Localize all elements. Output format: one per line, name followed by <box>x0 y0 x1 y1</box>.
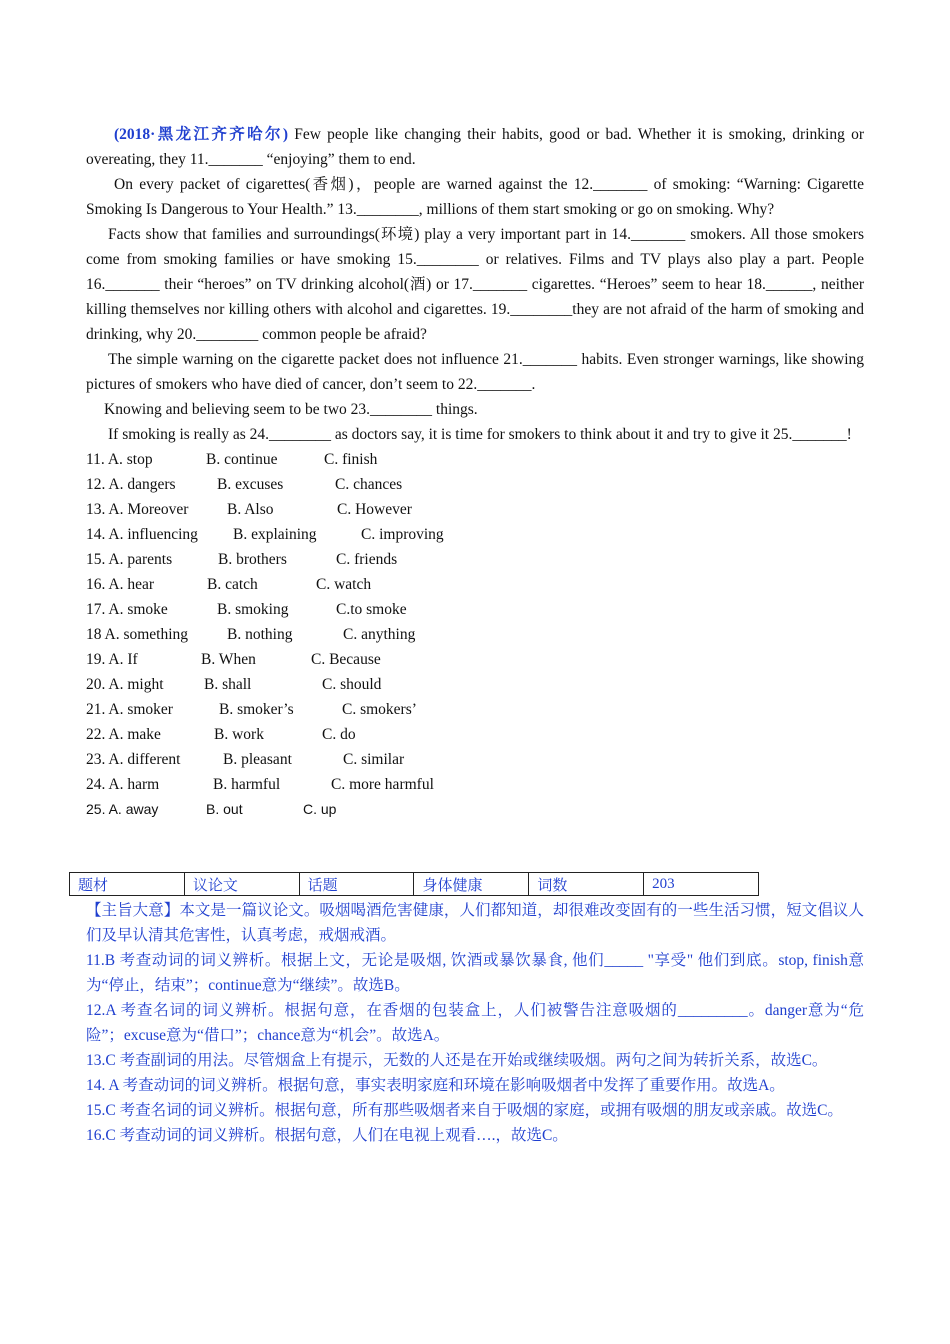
option-b: B. When <box>201 651 256 668</box>
answer-13: 13.C 考查副词的用法。尽管烟盒上有提示，无数的人还是在开始或继续吸烟。两句之间为转折关系，故选C。 <box>86 1052 828 1069</box>
passage-info-table <box>69 872 759 896</box>
option-row-13 <box>86 497 864 522</box>
passage-paragraph-6: If smoking is really as 24.________ as doctors say, it is time for smokers to think about it and try to give it 25._______! <box>108 426 852 443</box>
source-label: (2018·黑龙江齐齐哈尔) <box>114 126 288 143</box>
passage-paragraph-5: Knowing and believing seem to be two 23.________ things. <box>104 401 478 418</box>
option-row-12 <box>86 472 864 497</box>
word-count-value: 203 <box>644 873 759 896</box>
topic-label: 话题 <box>299 873 414 896</box>
option-c: C. However <box>337 501 412 518</box>
table-row <box>70 873 759 896</box>
passage <box>86 122 864 822</box>
option-row-16 <box>86 572 864 597</box>
answer-12: 12.A 考查名词的词义辨析。根据句意，在香烟的包装盒上，人们被警告注意吸烟的_________。danger意为“危险”；excuse意为“借口”；chance意为“机会”。故选A。 <box>86 1002 864 1044</box>
option-b: B. shall <box>204 676 252 693</box>
answer-analysis <box>86 898 864 1148</box>
option-a: 23. A. different <box>86 751 181 768</box>
answer-14: 14. A 考查动词的词义辨析。根据句意，事实表明家庭和环境在影响吸烟者中发挥了重要作用。故选A。 <box>86 1077 785 1094</box>
option-a: 24. A. harm <box>86 776 160 793</box>
option-a: 22. A. make <box>86 726 161 743</box>
option-c: C. should <box>322 676 382 693</box>
option-c: C. more harmful <box>331 776 434 793</box>
passage-paragraph-2: On every packet of cigarettes(香烟)，people are warned against the 12._______ of smoking: “Warning: Cigarette Smoking Is Dangerous to Your Health.” 13.________, millions of them start smoking or go on smoking. Why? <box>86 176 864 218</box>
option-c: C.to smoke <box>336 601 407 618</box>
option-a: 11. A. stop <box>86 451 153 468</box>
passage-paragraph-3: Facts show that families and surroundings(环境) play a very important part in 14._______ smokers. All those smokers come from smoking families or have smoking 15.________ or relatives. Films and TV plays also play a part. People 16._______ their “heroes” on TV drinking alcohol(酒) or 17._______ cigarettes. “Heroes” seem to hear 18.______, neither killing themselves nor killing others with alcohol and cigarettes. 19.________they are not afraid of the harm of smoking and drinking, why 20.________ common people be afraid? <box>86 226 864 343</box>
option-row-24 <box>86 772 864 797</box>
option-c: C. chances <box>335 476 403 493</box>
answer-15: 15.C 考查名词的词义辨析。根据句意，所有那些吸烟者来自于吸烟的家庭，或拥有吸烟的朋友或亲戚。故选C。 <box>86 1102 843 1119</box>
option-a: 13. A. Moreover <box>86 501 189 518</box>
option-row-11 <box>86 447 864 472</box>
option-b: B. pleasant <box>223 751 292 768</box>
options-list <box>86 447 864 822</box>
option-c: C. do <box>322 726 356 743</box>
option-c: C. smokers’ <box>342 701 417 718</box>
option-b: B. continue <box>206 451 278 468</box>
option-b: B. brothers <box>218 551 287 568</box>
option-a: 18 A. something <box>86 626 189 643</box>
option-row-22 <box>86 722 864 747</box>
option-a: 17. A. smoke <box>86 601 168 618</box>
option-a: 14. A. influencing <box>86 526 198 543</box>
option-c: C. up <box>303 801 337 817</box>
option-c: C. finish <box>324 451 378 468</box>
option-a: 21. A. smoker <box>86 701 173 718</box>
option-b: B. harmful <box>213 776 281 793</box>
option-row-21 <box>86 697 864 722</box>
option-c: C. improving <box>361 526 444 543</box>
option-a: 12. A. dangers <box>86 476 176 493</box>
option-row-20 <box>86 672 864 697</box>
answer-16: 16.C 考查动词的词义辨析。根据句意，人们在电视上观看….，故选C。 <box>86 1127 568 1144</box>
option-row-18 <box>86 622 864 647</box>
option-b: B. smoker’s <box>219 701 294 718</box>
word-count-label: 词数 <box>529 873 644 896</box>
option-a: 15. A. parents <box>86 551 173 568</box>
option-row-15 <box>86 547 864 572</box>
option-b: B. Also <box>227 501 274 518</box>
genre-value: 议论文 <box>184 873 299 896</box>
option-a: 20. A. might <box>86 676 164 693</box>
option-b: B. work <box>214 726 264 743</box>
main-idea: 【主旨大意】本文是一篇议论文。吸烟喝酒危害健康，人们都知道，却很难改变固有的一些生活习惯，短文倡议人们及早认清其危害性，认真考虑，戒烟戒酒。 <box>86 902 864 944</box>
option-row-23 <box>86 747 864 772</box>
option-c: C. similar <box>343 751 405 768</box>
passage-paragraph-4: The simple warning on the cigarette packet does not influence 21._______ habits. Even stronger warnings, like showing pictures of smokers who have died of cancer, don’t seem to 22._______. <box>86 351 864 393</box>
option-c: C. anything <box>343 626 416 643</box>
topic-value: 身体健康 <box>414 873 529 896</box>
option-a: 25. A. away <box>86 801 159 817</box>
option-c: C. Because <box>311 651 381 668</box>
option-row-19 <box>86 647 864 672</box>
option-b: B. excuses <box>217 476 284 493</box>
option-b: B. smoking <box>217 601 289 618</box>
option-a: 19. A. If <box>86 651 138 668</box>
option-b: B. explaining <box>233 526 317 543</box>
option-row-17 <box>86 597 864 622</box>
option-row-14 <box>86 522 864 547</box>
option-row-25 <box>86 797 864 822</box>
option-b: B. nothing <box>227 626 293 643</box>
paragraph-1-text: Few people like changing their habits, good or bad. Whether it is smoking, drinking or overeating, they 11._______ “enjoying” them to end. <box>86 126 864 168</box>
genre-label: 题材 <box>70 873 185 896</box>
option-b: B. out <box>206 801 243 817</box>
option-c: C. friends <box>336 551 398 568</box>
option-a: 16. A. hear <box>86 576 155 593</box>
answer-11: 11.B 考查动词的词义辨析。根据上文，无论是吸烟, 饮酒或暴饮暴食, 他们_____ "享受" 他们到底。stop, finish意为“停止，结束”；continue意为“继续”。故选B。 <box>86 952 864 994</box>
passage-paragraph-1 <box>86 122 864 172</box>
option-c: C. watch <box>316 576 372 593</box>
option-b: B. catch <box>207 576 258 593</box>
